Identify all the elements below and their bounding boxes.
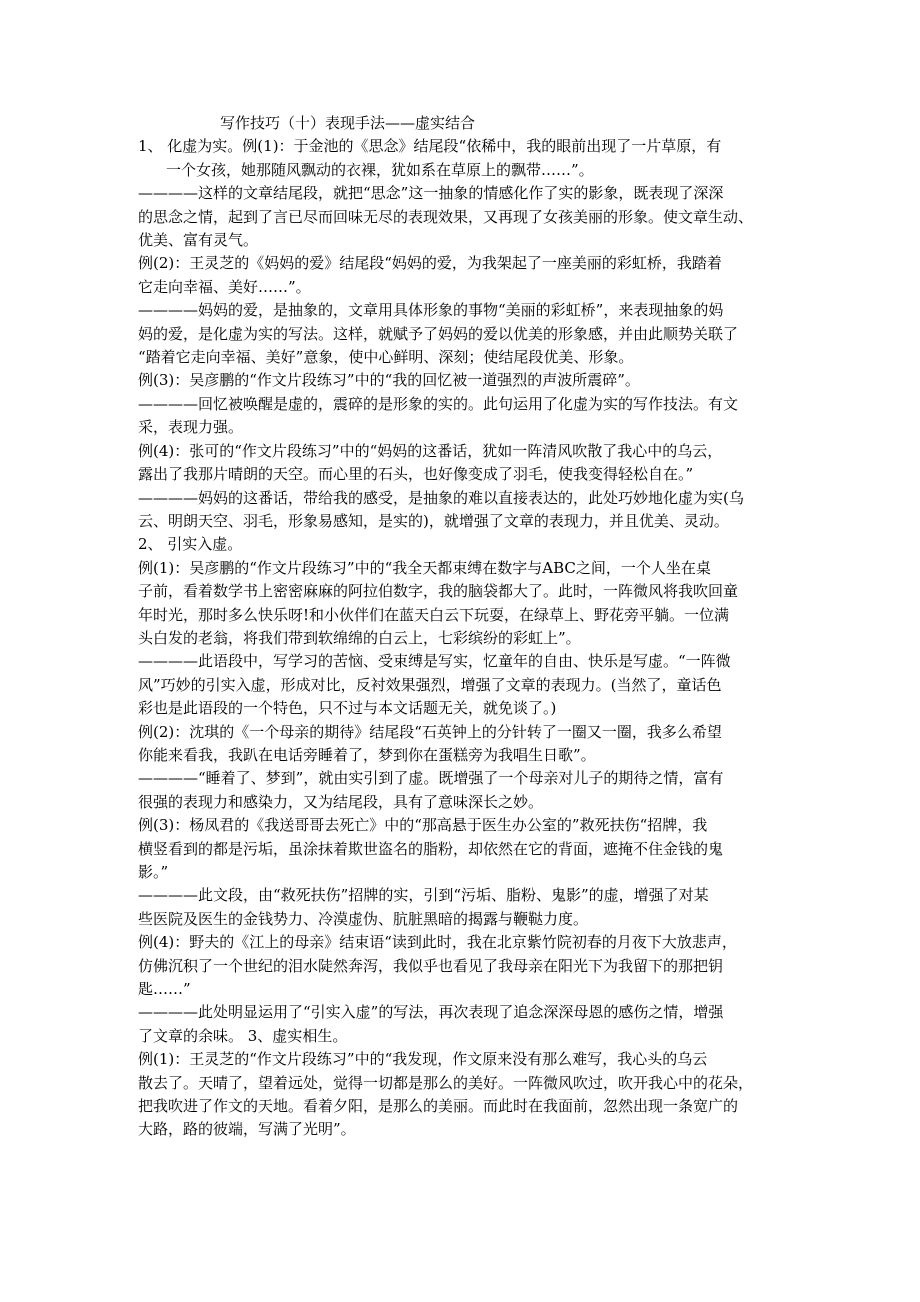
text-line: 一个女孩，她那随风飘动的衣裸，犹如系在草原上的飘带……”。	[166, 160, 594, 179]
text-line: 例(1)：王灵芝的“作文片段练习”中的“我发现，作文原来没有那么难写，我心头的乌云	[138, 1050, 708, 1069]
text-line: 你能来看我，我趴在电话旁睡着了，梦到你在蛋糕旁为我唱生日歌”。	[138, 745, 596, 764]
text-line: ————妈妈的这番话，带给我的感受，是抽象的难以直接表达的，此处巧妙地化虚为实(乌	[138, 488, 744, 507]
text-line: 例(3)：吴彦鹏的“作文片段练习”中的“我的回忆被一道强烈的声波所震碎”。	[138, 371, 640, 390]
document-title: 写作技巧（十）表现手法——虚实结合	[220, 114, 476, 132]
text-line: ————此语段中，写学习的苦恼、受束缚是写实，忆童年的自由、快乐是写虚。“一阵微	[138, 652, 731, 671]
text-line: 横竖看到的都是污垢，虽涂抹着欺世盗名的脂粉，却依然在它的背面，遮掩不住金钱的鬼	[138, 839, 724, 858]
text-line: 采，表现力强。	[138, 418, 244, 437]
text-line: 2、 引实入虚。	[138, 535, 243, 554]
text-line: ————此文段，由“救死扶伤”招牌的实，引到“污垢、脂粉、鬼影”的虚，增强了对某	[138, 886, 709, 905]
document-body	[138, 135, 784, 1141]
text-line: 露出了我那片晴朗的天空。而心里的石头，也好像变成了羽毛，使我变得轻松自在。”	[138, 465, 694, 484]
text-line: 子前，看着数学书上密密麻麻的阿拉伯数字，我的脑袋都大了。此时，一阵微风将我吹回童	[138, 582, 739, 601]
text-line: 了文章的余味。 3、虚实相生。	[138, 1026, 348, 1045]
text-line: 例(3)：杨凤君的《我送哥哥去死亡》中的“那高悬于医生办公室的”救死扶伤“招牌，我	[138, 816, 708, 835]
text-line: 影。”	[138, 863, 169, 881]
text-line: 例(2)：王灵芝的《妈妈的爱》结尾段“妈妈的爱，为我架起了一座美丽的彩虹桥，我踏着	[138, 254, 722, 273]
text-line: 的思念之情，起到了言已尽而回味无尽的表现效果，又再现了女孩美丽的形象。使文章生动、	[138, 207, 754, 226]
text-line: 妈的爱，是化虚为实的写法。这样，就赋予了妈妈的爱以优美的形象感，并由此顺势关联了	[138, 324, 739, 343]
text-line: 大路，路的彼端，写满了光明”。	[138, 1120, 356, 1139]
text-line: 云、明朗天空、羽毛，形象易感知，是实的)，就增强了文章的表现力，并且优美、灵动。	[138, 511, 729, 530]
text-line: 风”巧妙的引实入虚，形成对比，反衬效果强烈，增强了文章的表现力。(当然了，童话色	[138, 675, 722, 694]
text-line: 例(1)：吴彦鹏的“作文片段练习”中的“我全天都束缚在数字与ABC之间，一个人坐在桌	[138, 558, 711, 577]
text-line: 例(4)：张可的“作文片段练习”中的“妈妈的这番话，犹如一阵清风吹散了我心中的乌云，	[138, 441, 723, 460]
text-line: ————妈妈的爱，是抽象的，文章用具体形象的事物“美丽的彩虹桥”，来表现抽象的妈	[138, 301, 724, 320]
text-line: 优美、富有灵气。	[138, 231, 259, 250]
text-line: 例(4)：野夫的《江上的母亲》结束语“读到此时，我在北京紫竹院初春的月夜下大放悲声，	[138, 933, 737, 952]
text-line: 把我吹进了作文的天地。看着夕阳，是那么的美丽。而此时在我面前，忽然出现一条宽广的	[138, 1097, 739, 1116]
text-line: ————“睡着了、梦到”，就由实引到了虚。既增强了一个母亲对儿子的期待之情，富有	[138, 769, 724, 788]
text-line: 年时光，那时多么快乐呀!和小伙伴们在蓝天白云下玩耍，在绿草上、野花旁平躺。一位满	[138, 605, 730, 624]
text-line: 例(2)：沈琪的《一个母亲的期待》结尾段“石英钟上的分针转了一圈又一圈，我多么希望	[138, 722, 722, 741]
text-line: 彩也是此语段的一个特色，只不过与本文话题无关，就免谈了。)	[138, 699, 557, 718]
document-page	[138, 112, 784, 1142]
text-line: “踏着它走向幸福、美好”意象，使中心鲜明、深刻；使结尾段优美、形象。	[138, 348, 634, 367]
text-line: 仿佛沉积了一个世纪的泪水陡然奔泻，我似乎也看见了我母亲在阳光下为我留下的那把钥	[138, 956, 724, 975]
text-line: 些医院及医生的金钱势力、冷漠虚伪、肮脏黑暗的揭露与鞭鞑力度。	[138, 909, 589, 928]
text-line: 它走向幸福、美好……”。	[138, 277, 311, 296]
text-line: 1、 化虚为实。例(1)：于金池的《思念》结尾段“依稀中，我的眼前出现了一片草原，有	[138, 137, 722, 156]
text-line: 很强的表现力和感染力，又为结尾段，具有了意味深长之妙。	[138, 792, 544, 811]
text-line: 散去了。天晴了，望着远处，觉得一切都是那么的美好。一阵微风吹过，吹开我心中的花朵，	[138, 1073, 754, 1092]
text-line: ————这样的文章结尾段，就把“思念”这一抽象的情感化作了实的影象，既表现了深深	[138, 184, 724, 203]
text-line: 匙……”	[138, 980, 191, 999]
text-line: ————此处明显运用了“引实入虚”的写法，再次表现了追念深深母恩的感伤之情，增强	[138, 1003, 724, 1022]
text-line: 头白发的老翁，将我们带到软绵绵的白云上，七彩缤纷的彩虹上”。	[138, 628, 581, 647]
text-line: ————回忆被唤醒是虚的，震碎的是形象的实的。此句运用了化虚为实的写作技法。有文	[138, 394, 739, 413]
